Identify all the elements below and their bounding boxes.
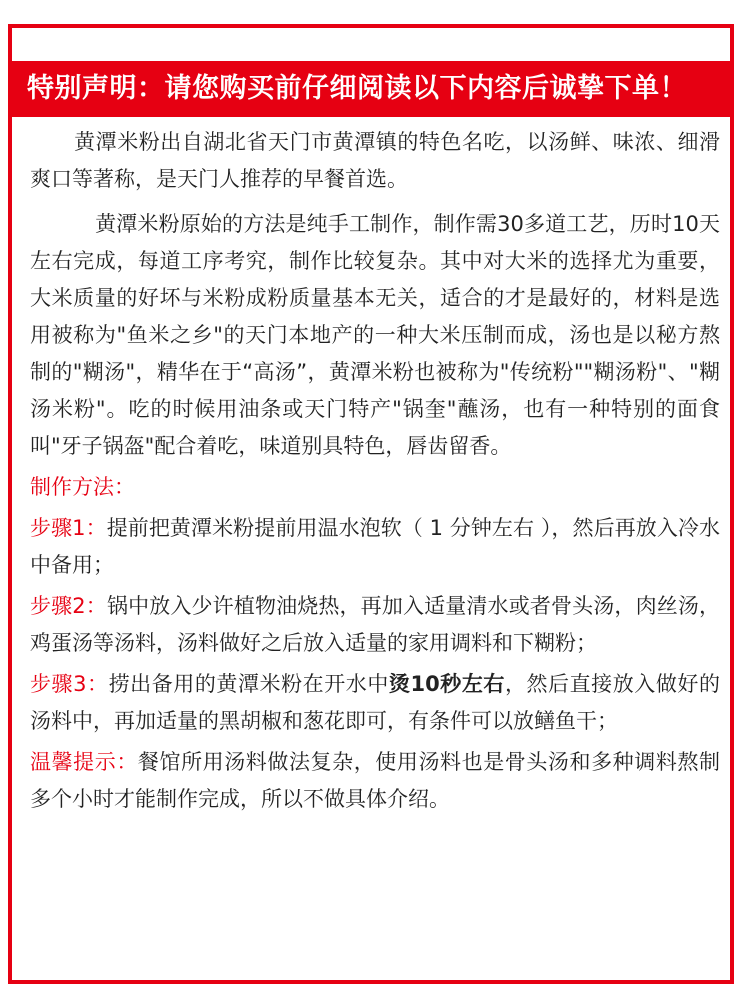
warm-tip-label: 温馨提示： [30,750,138,774]
step-3-text-b: ，然后直接放入做好的汤料中，再加适量的黑胡椒和葱花即可，有条件可以放鳝鱼干； [30,672,720,733]
step-2-label: 步骤2： [30,594,107,618]
step-3-text-a: 捞出备用的黄潭米粉在开水中 [108,672,389,696]
warm-tip [30,744,720,818]
method-heading [30,469,720,506]
step-2 [30,588,720,662]
special-notice-banner [8,61,734,117]
step-3 [30,666,720,740]
step-1-text: 提前把黄潭米粉提前用温水泡软（ 1 分钟左右 ），然后再放入冷水中备用； [30,516,720,577]
intro-paragraph-2: 黄潭米粉原始的方法是纯手工制作，制作需30多道工艺，历时10天左右完成，每道工序考究，制作比较复杂。其中对大米的选择尤为重要，大米质量的好坏与米粉成粉质量基本无关，适合的才是最好的，材料是选用被称为"鱼米之乡"的天门本地产的一种大米压制而成，汤也是以秘方熬制的"糊汤"，精华在于“高汤”，黄潭米粉也被称为"传统粉""糊汤粉"、"糊汤米粉"。吃的时候用油条或天门特产"锅奎"蘸汤，也有一种特别的面食叫"牙子锅盔"配合着吃，味道别具特色，唇齿留香。 [30,212,720,458]
product-description [30,124,720,818]
method-heading-text: 制作方法： [30,475,135,499]
step-3-label: 步骤3： [30,672,109,696]
intro-paragraph-1: 黄潭米粉出自湖北省天门市黄潭镇的特色名吃，以汤鲜、味浓、细滑爽口等著称，是天门人推荐的早餐首选。 [30,130,720,191]
step-1-label: 步骤1： [30,516,107,540]
step-3-emphasis: 烫10秒左右 [388,672,505,696]
step-1 [30,510,720,584]
step-2-text: 锅中放入少许植物油烧热，再加入适量清水或者骨头汤，肉丝汤，鸡蛋汤等汤料，汤料做好之后放入适量的家用调料和下糊粉； [30,594,720,655]
banner-title: 特别声明：请您购买前仔细阅读以下内容后诚挚下单！ [27,73,687,104]
warm-tip-text: 餐馆所用汤料做法复杂，使用汤料也是骨头汤和多种调料熬制多个小时才能制作完成，所以不做具体介绍。 [30,750,721,811]
